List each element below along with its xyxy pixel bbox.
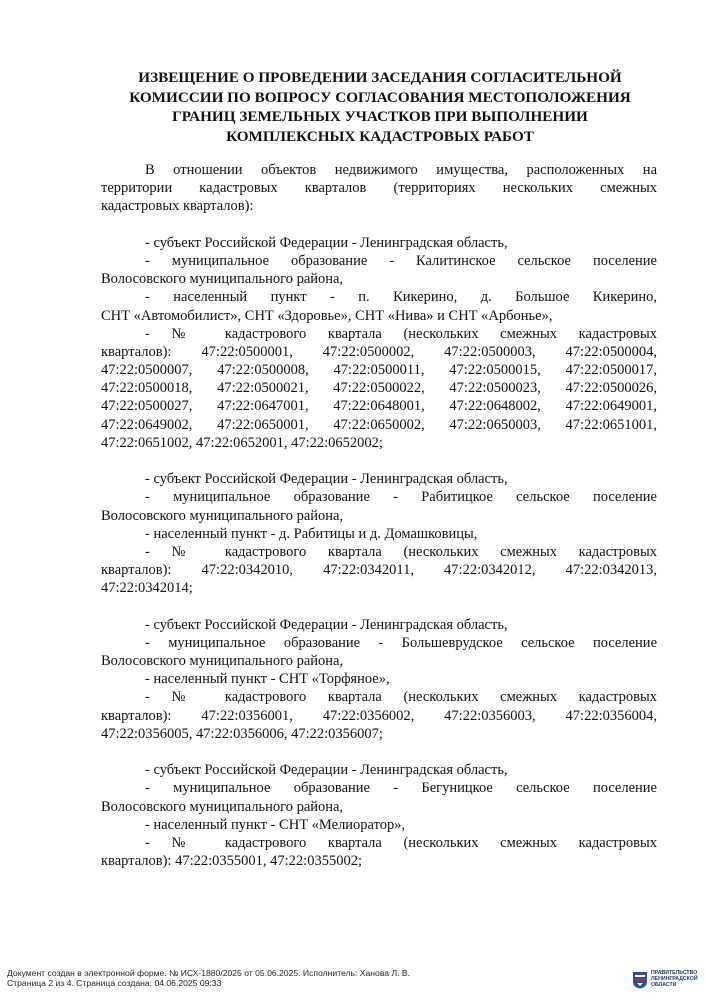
block1-line: 47:22:0500027, 47:22:0647001, 47:22:0648001, 47:22:0648002, 47:22:0649001, (101, 398, 657, 415)
block4-line: - населенный пункт - СНТ «Мелиоратор», (145, 816, 406, 833)
intro-line: кадастровых кварталов): (101, 198, 254, 215)
block1-line: СНТ «Автомобилист», СНТ «Здоровье», СНТ «Нива» и СНТ «Арбонье», (101, 307, 553, 324)
title-line: ИЗВЕЩЕНИЕ О ПРОВЕДЕНИИ ЗАСЕДАНИЯ СОГЛАСИТЕЛЬНОЙ (138, 69, 622, 86)
block3-line: кварталов): 47:22:0356001, 47:22:0356002, 47:22:0356003, 47:22:0356004, (101, 707, 657, 724)
document-footer (7, 968, 607, 989)
intro-line: территории кадастровых кварталов (территориях нескольких смежных (101, 180, 657, 197)
block4-line: Волосовского муниципального района, (101, 798, 344, 815)
block1-line: - № кадастрового квартала (нескольких смежных кадастровых (145, 325, 657, 342)
intro-line: В отношении объектов недвижимого имущества, расположенных на (145, 162, 657, 178)
block2-line: - субъект Российской Федерации - Ленинградская область, (145, 471, 508, 488)
government-emblem-icon (632, 971, 648, 989)
title-line: КОМПЛЕКСНЫХ КАДАСТРОВЫХ РАБОТ (226, 127, 534, 145)
logo-text-line: ОБЛАСТИ (651, 982, 677, 989)
block2-line: - муниципальное образование - Рабитицкое сельское поселение (145, 489, 657, 506)
document-title (90, 68, 670, 146)
block1-line: - муниципальное образование - Калитинское сельское поселение (145, 252, 657, 269)
block1-line: 47:22:0651002, 47:22:0652001, 47:22:0652002; (101, 434, 383, 451)
footer-document-info: Документ создан в электронной форме. № ИСХ-1880/2025 от 05.06.2025. Исполнитель: Ханова Л. В. (7, 968, 411, 978)
block1-line: 47:22:0500018, 47:22:0500021, 47:22:0500022, 47:22:0500023, 47:22:0500026, (101, 380, 657, 397)
footer-page-info: Страница 2 из 4. Страница создана: 04.06.2025 09:33 (7, 978, 222, 989)
block1-line: - субъект Российской Федерации - Ленинградская область, (145, 234, 508, 251)
block2-line: кварталов): 47:22:0342010, 47:22:0342011, 47:22:0342012, 47:22:0342013, (101, 562, 657, 579)
document-body (101, 161, 657, 870)
block2-line: Волосовского муниципального района, (101, 507, 344, 524)
block3-line: - № кадастрового квартала (нескольких смежных кадастровых (145, 689, 657, 706)
block1-line: Волосовского муниципального района, (101, 271, 344, 288)
block3-line: - муниципальное образование - Большеврудское сельское поселение (145, 634, 657, 651)
logo-text-line: ЛЕНИНГРАДСКОЙ (651, 976, 698, 983)
government-logo (632, 969, 704, 993)
title-line: КОМИССИИ ПО ВОПРОСУ СОГЛАСОВАНИЯ МЕСТОПОЛОЖЕНИЯ (129, 88, 631, 106)
block3-line: - субъект Российской Федерации - Ленинградская область, (145, 616, 508, 633)
block3-line: Волосовского муниципального района, (101, 653, 344, 670)
block2-line: - населенный пункт - д. Рабитицы и д. Домашковицы, (145, 525, 478, 542)
title-line: ГРАНИЦ ЗЕМЕЛЬНЫХ УЧАСТКОВ ПРИ ВЫПОЛНЕНИИ (172, 108, 588, 125)
block4-line: - субъект Российской Федерации - Ленинградская область, (145, 762, 508, 779)
block4-line: кварталов): 47:22:0355001, 47:22:0355002; (101, 853, 362, 870)
block3-line: 47:22:0356005, 47:22:0356006, 47:22:0356007; (101, 725, 383, 742)
logo-text (651, 970, 698, 989)
block4-line: - муниципальное образование - Бегуницкое сельское поселение (145, 780, 657, 797)
block4-line: - № кадастрового квартала (нескольких смежных кадастровых (145, 834, 657, 851)
logo-text-line: ПРАВИТЕЛЬСТВО (651, 970, 698, 976)
block1-line: кварталов): 47:22:0500001, 47:22:0500002, 47:22:0500003, 47:22:0500004, (101, 343, 657, 360)
block1-line: - населенный пункт - п. Кикерино, д. Большое Кикерино, (145, 289, 657, 306)
block3-line: - населенный пункт - СНТ «Торфяное», (145, 671, 390, 688)
block2-line: - № кадастрового квартала (нескольких смежных кадастровых (145, 543, 657, 560)
block1-line: 47:22:0500007, 47:22:0500008, 47:22:0500011, 47:22:0500015, 47:22:0500017, (101, 362, 657, 379)
block1-line: 47:22:0649002, 47:22:0650001, 47:22:0650002, 47:22:0650003, 47:22:0651001, (101, 416, 657, 433)
block2-line: 47:22:0342014; (101, 580, 193, 597)
